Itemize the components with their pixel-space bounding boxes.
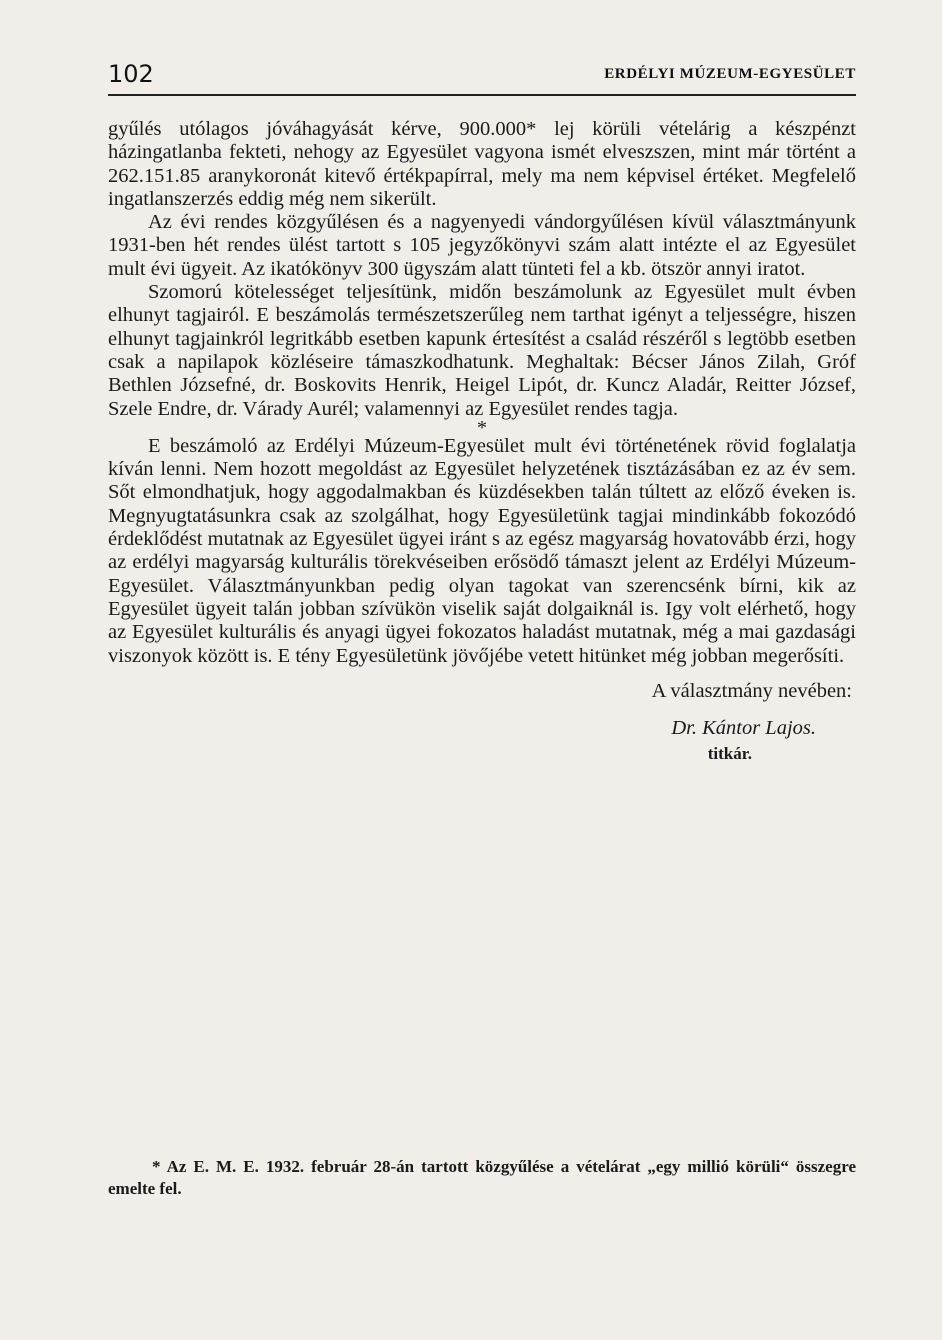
signoff-name: Dr. Kántor Lajos. <box>671 717 816 740</box>
section-separator: * <box>477 416 487 439</box>
footnote-text: * Az E. M. E. 1932. február 28-án tartott közgyűlése a vételárat „egy millió körüli“ összegre emelte fel. <box>108 1157 856 1198</box>
signoff-on-behalf: A választmány nevében: <box>651 679 852 702</box>
paragraph-meetings: Az évi rendes közgyűlésen és a nagyenyedi vándorgyűlésen kívül választmányunk 1931-ben hét rendes ülést tartott s 105 jegyzőkönyvi szám alatt intézte el az Egyesület mult évi ügyeit. Az ikatókönyv 300 ügyszám alatt tünteti fel a kb. ötször annyi iratot. <box>108 211 856 280</box>
footnote <box>108 1156 856 1200</box>
page-header <box>108 58 856 96</box>
page-number: 102 <box>108 60 154 88</box>
signoff-title: titkár. <box>707 744 752 764</box>
paragraph-continuation: gyűlés utólagos jóváhagyását kérve, 900.000* lej körüli vételárig a készpénzt házingatlanba fekteti, nehogy az Egyesület vagyona ismét elveszszen, mint már történt a 262.151.85 aranykoronát kitevő értékpapírral, mely ma nem képvisel értéket. Megfelelő ingatlanszerzés eddig még nem sikerült. <box>108 118 856 210</box>
running-head: ERDÉLYI MÚZEUM-EGYESÜLET <box>604 66 856 82</box>
paragraph-obituary: Szomorú kötelességet teljesítünk, midőn beszámolunk az Egyesület mult évben elhunyt tagjairól. E beszámolás természetszerűleg nem tarthat igényt a teljességre, hiszen elhunyt tagjainkról legritkább esetben kapunk értesítést a család részéről s legtöbb esetben csak a napilapok közléseire támaszkodhatunk. Meghaltak: Bécser János Zilah, Gróf Bethlen Józsefné, dr. Boskovits Henrik, Heigel Lipót, dr. Kuncz Aladár, Reitter József, Szele Endre, dr. Várady Aurél; valamennyi az Egyesület rendes tagja. <box>108 281 856 420</box>
signature-block <box>108 680 856 766</box>
body-text <box>108 118 856 766</box>
paragraph-closing: E beszámoló az Erdélyi Múzeum-Egyesület mult évi történetének rövid foglalatja kíván lenni. Nem hozott megoldást az Egyesület helyzetének tisztázásában ez az év sem. Sőt elmondhatjuk, hogy aggodalmakban és küzdésekben talán túltett az előző éveken is. Megnyugtatásunkra csak az szolgálhat, hogy Egyesületünk tagjai mindinkább fokozódó érdeklődést mutatnak az Egyesület ügyei iránt s az egész magyarság hovatovább érzi, hogy az erdélyi magyarság kulturális törekvéseiben erősödő támaszt jelent az Erdélyi Múzeum-Egyesület. Választmányunkban pedig olyan tagokat van szerencsénk bírni, kik az Egyesület ügyeit talán jobban szívükön viselik saját dolgaiknál is. Igy volt elérhető, hogy az Egyesület kulturális és anyagi ügyei fokozatos haladást mutatnak, még a mai gazdasági viszonyok között is. E tény Egyesületünk jövőjébe vetett hitünket még jobban megerősíti. <box>108 434 856 667</box>
